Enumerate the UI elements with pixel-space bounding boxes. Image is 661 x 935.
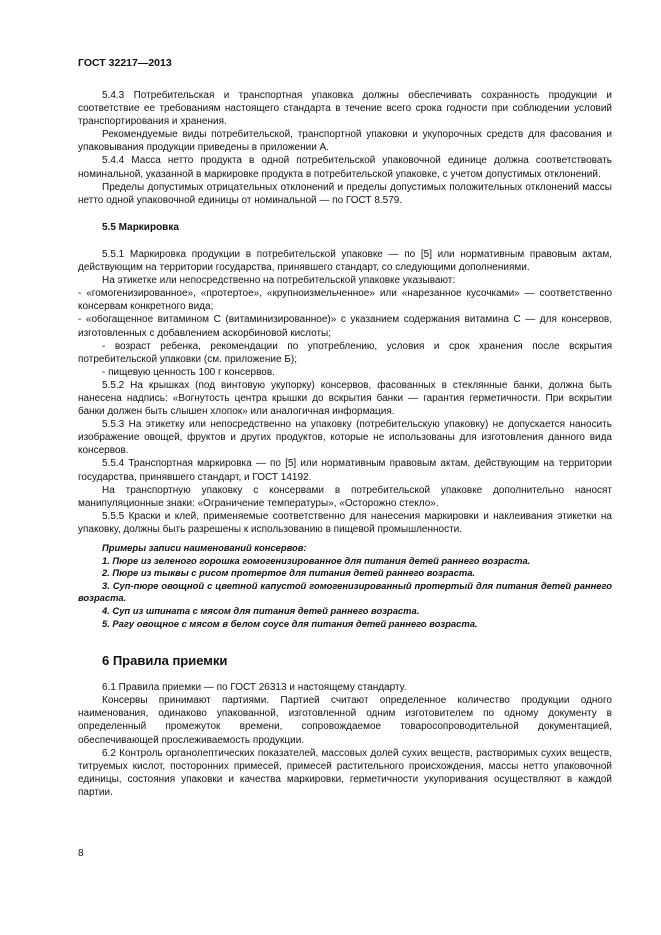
example-item: 5. Рагу овощное с мясом в белом соусе для питания детей раннего возраста. — [102, 617, 478, 629]
section-heading-6: 6 Правила приемки — [102, 653, 228, 669]
paragraph-5-5-1-label-intro: На этикетке или непосредственно на потребительской упаковке указывают: — [102, 275, 456, 287]
list-item-texture: - «гомогенизированное», «протертое», «крупноизмельченное» или «нарезанное кусочками» — соответственно консервам конкретного вида; — [78, 288, 612, 313]
list-item-vitamin: - «обогащенное витамином С (витаминизированное)» с указанием содержания витамина С — для консервов, изготовленных с добавлением аскорбиновой кислоты; — [78, 314, 612, 339]
paragraph-5-5-1: 5.5.1 Маркировка продукции в потребительской упаковке — по [5] или нормативным правовым актам, действующим на территории государства, принявшего стандарт, со следующими дополнениями. — [78, 248, 612, 274]
paragraph-5-5-4: 5.5.4 Транспортная маркировка — по [5] или нормативным правовым актам, действующим на территории государства, принявшего стандарт, и ГОСТ 14192. — [78, 458, 612, 483]
example-item: 1. Пюре из зеленого горошка гомогенизированное для питания детей раннего возраста. — [102, 554, 531, 566]
document-body — [78, 89, 612, 799]
section-heading-5-5: 5.5 Маркировка — [102, 221, 179, 233]
list-item-nutrition: - пищевую ценность 100 г консервов. — [102, 366, 275, 378]
examples-title: Примеры записи наименований консервов: — [102, 542, 307, 553]
paragraph-5-5-3: 5.5.3 На этикетку или непосредственно на упаковку (потребительскую упаковку) не допускается наносить изображение овощей, фруктов и других продуктов, которые не использованы для изготовления данного вида консервов. — [78, 419, 612, 457]
paragraph-6-2: 6.2 Контроль органолептических показателей, массовых долей сухих веществ, растворимых сухих веществ, титруемых кислот, посторонних примесей, примесей растительного происхождения, массы нетто упаковочной единицы, состояния упаковки и качества маркировки, герметичности укупоривания осуществляют в каждой партии. — [78, 747, 612, 798]
example-item: 3. Суп-пюре овощной с цветной капустой гомогенизированный протертый для питания детей раннего возраста. — [78, 579, 612, 604]
paragraph-5-4-4: 5.4.4 Масса нетто продукта в одной потребительской упаковочной единице должна соответствовать номинальной, указанной в маркировке продукта в потребительской упаковке, с учетом допустимых отклонений. — [78, 155, 612, 180]
examples-block — [78, 542, 612, 630]
paragraph-5-5-4-handling: На транспортную упаковку с консервами в потребительской упаковке дополнительно наносят манипуляционные знаки: «Ограничение температуры», «Осторожно стекло». — [78, 484, 612, 509]
paragraph-5-4-4-limits: Пределы допустимых отрицательных отклонений и пределы допустимых положительных отклонений массы нетто одной упаковочной единицы от номинальной — по ГОСТ 8.579. — [78, 181, 612, 206]
list-item-age: - возраст ребенка, рекомендации по употреблению, условия и срок хранения после вскрытия потребительской упаковки (см. приложение Б); — [78, 340, 612, 365]
paragraph-5-5-5: 5.5.5 Краски и клей, применяемые соответственно для нанесения маркировки и наклеивания этикетки на упаковку, должны быть разрешены к использованию в пищевой промышленности. — [78, 510, 612, 535]
paragraph-5-4-3: 5.4.3 Потребительская и транспортная упаковка должны обеспечивать сохранность продукции и соответствие ее требованиям настоящего стандарта в течение всего срока годности при соблюдении условий транспортирования и хранения. — [78, 90, 612, 128]
page-number: 8 — [78, 848, 84, 859]
paragraph-6-1: 6.1 Правила приемки — по ГОСТ 26313 и настоящему стандарту. — [102, 682, 407, 694]
paragraph-6-1-batches: Консервы принимают партиями. Партией считают определенное количество продукции одного наименования, одинаково упакованной, изготовленной одним изготовителем по одному документу в определенный промежуток времени, сопровождаемое товаросопроводительной документацией, обеспечивающей прослеживаемость продукции. — [78, 695, 612, 746]
example-item: 2. Пюре из тыквы с рисом протертое для питания детей раннего возраста. — [102, 567, 476, 579]
paragraph-5-5-2: 5.5.2 На крышках (под винтовую укупорку) консервов, фасованных в стеклянные банки, должна быть нанесена надпись: «Вогнутость центра крышки до вскрытия банки — гарантия герметичности. При вскрытии банки должен быть слышен хлопок» или аналогичная информация. — [78, 379, 612, 418]
paragraph-5-4-3-packaging: Рекомендуемые виды потребительской, транспортной упаковки и укупорочных средств для фасования и упаковывания продукции приведены в приложении А. — [78, 129, 612, 154]
example-item: 4. Суп из шпината с мясом для питания детей раннего возраста. — [102, 604, 420, 616]
document-header: ГОСТ 32217—2013 — [78, 57, 172, 69]
